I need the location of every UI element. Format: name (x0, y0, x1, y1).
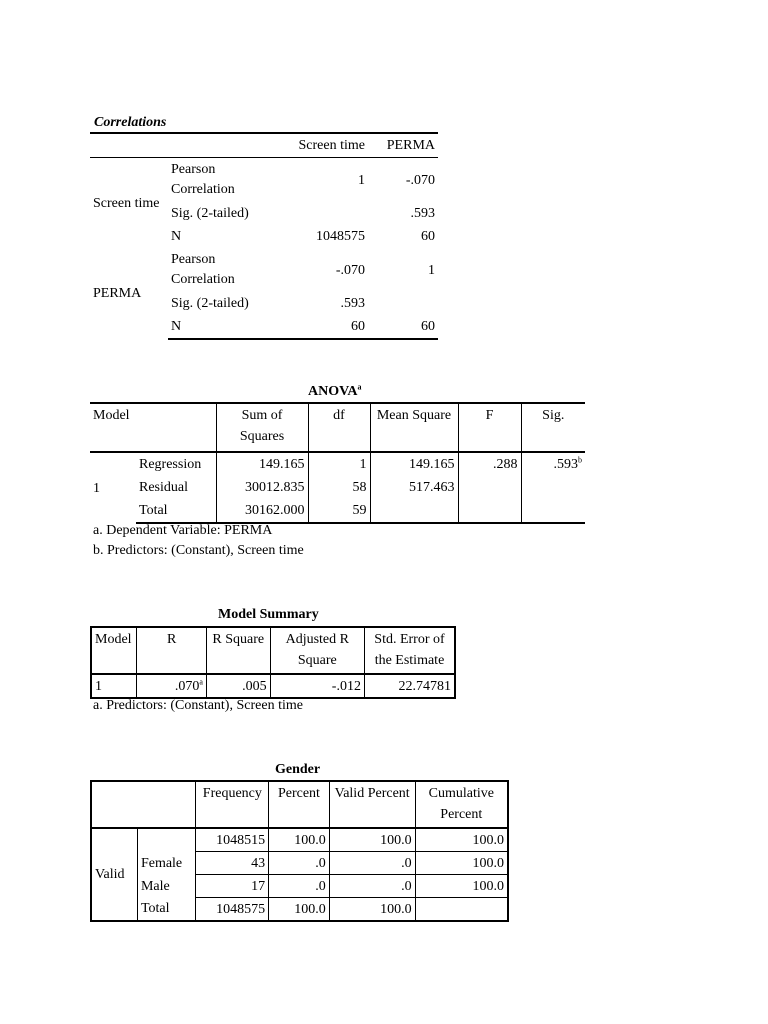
col-header-r: R (137, 627, 206, 674)
correlations-table (90, 132, 438, 340)
table-cell: 22.74781 (364, 674, 455, 698)
table-row (90, 499, 585, 523)
table-cell: .0 (329, 852, 415, 875)
model-summary-title: Model Summary (218, 607, 319, 622)
table-cell: .0 (269, 852, 330, 875)
col-header-mean-square: Mean Square (370, 403, 458, 452)
gender-header-row (91, 781, 508, 828)
table-row (90, 452, 585, 476)
anova-table (90, 402, 585, 524)
table-cell (370, 499, 458, 523)
table-row (91, 898, 508, 922)
anova-title-text: ANOVA (308, 384, 358, 399)
model-summary-header-row (91, 627, 455, 674)
table-row (90, 248, 438, 292)
table-cell: 59 (308, 499, 370, 523)
table-cell (415, 898, 508, 922)
footnote-a: a. Predictors: (Constant), Screen time (93, 698, 303, 713)
table-cell: 149.165 (370, 452, 458, 476)
col-header-cumulative-percent: Cumulative Percent (415, 781, 508, 828)
table-cell: 30162.000 (216, 499, 308, 523)
col-header-frequency: Frequency (196, 781, 269, 828)
correlations-header-row (90, 133, 438, 158)
table-cell: 100.0 (329, 898, 415, 922)
table-cell (521, 476, 585, 499)
table-cell: 1 (358, 172, 365, 188)
table-cell: 100.0 (269, 828, 330, 852)
table-cell: 60 (278, 315, 368, 339)
col-header-model: Model (91, 627, 137, 674)
gender-table (90, 780, 509, 922)
table-cell: .593 (410, 206, 435, 221)
table-cell: 1048575 (196, 898, 269, 922)
table-cell: 100.0 (415, 828, 508, 852)
table-cell: 100.0 (415, 875, 508, 898)
col-header-sum-of-squares: Sum of Squares (216, 403, 308, 452)
table-cell (521, 452, 585, 476)
row-label: Total (136, 499, 216, 523)
table-cell: 100.0 (269, 898, 330, 922)
table-row (90, 158, 438, 203)
table-cell: 100.0 (415, 852, 508, 875)
col-header-valid-percent: Valid Percent (329, 781, 415, 828)
stat-label: Sig. (2-tailed) (171, 206, 249, 221)
footnote-marker: b (578, 455, 582, 465)
row-label: Female (137, 852, 196, 875)
col-header-std-error: Std. Error of the Estimate (364, 627, 455, 674)
footnote-a: a. Dependent Variable: PERMA (93, 523, 273, 538)
row-label (137, 828, 196, 852)
table-cell: 30012.835 (216, 476, 308, 499)
table-cell: 1 (91, 674, 137, 698)
table-cell: .593 (340, 296, 365, 311)
table-cell: .0 (329, 875, 415, 898)
header-blank (91, 781, 196, 828)
table-cell (521, 499, 585, 523)
stat-label: N (171, 229, 182, 244)
row-label: Male (137, 875, 196, 898)
col-header-screen-time: Screen time (278, 133, 368, 158)
table-cell: 1048575 (316, 229, 365, 244)
table-cell: 60 (368, 315, 438, 339)
stat-label: Pearson Correlation (171, 162, 235, 197)
group-label-perma: PERMA (93, 286, 142, 301)
table-cell: 1048515 (196, 828, 269, 852)
table-row (91, 674, 455, 698)
table-cell: 60 (421, 229, 435, 244)
table-cell (137, 674, 206, 698)
col-header-adjusted-r-square: Adjusted R Square (270, 627, 364, 674)
table-cell: -.070 (405, 172, 435, 188)
table-cell (368, 292, 438, 315)
gender-title: Gender (275, 762, 321, 777)
footnote-marker: a (357, 382, 362, 392)
table-cell: .005 (206, 674, 270, 698)
col-header-r-square: R Square (206, 627, 270, 674)
row-label: Total (137, 898, 196, 922)
table-cell: -.070 (335, 262, 365, 278)
row-label: Regression (139, 457, 202, 472)
anova-header-row (90, 403, 585, 452)
table-cell (278, 202, 368, 225)
table-cell: 1 (428, 262, 435, 278)
model-summary-table (90, 626, 456, 699)
footnote-marker: a (199, 676, 203, 686)
model-number: 1 (93, 480, 100, 496)
stat-label: Pearson Correlation (171, 252, 235, 287)
table-row (91, 828, 508, 852)
sig-value: .593 (553, 457, 578, 472)
table-cell: -.012 (270, 674, 364, 698)
group-label-screen-time: Screen time (93, 195, 160, 211)
table-cell: 1 (308, 452, 370, 476)
col-header-f: F (458, 403, 521, 452)
table-row (90, 476, 585, 499)
table-cell (458, 499, 521, 523)
stat-label: Sig. (2-tailed) (171, 296, 249, 311)
group-label-valid: Valid (91, 828, 137, 921)
table-cell: 149.165 (216, 452, 308, 476)
table-row (91, 875, 508, 898)
correlations-title: Correlations (94, 115, 167, 130)
col-header-percent: Percent (269, 781, 330, 828)
table-cell: 17 (196, 875, 269, 898)
row-label: Residual (139, 480, 188, 495)
table-cell (458, 476, 521, 499)
col-header-sig: Sig. (521, 403, 585, 452)
col-header-model: Model (90, 403, 216, 452)
table-cell: 58 (308, 476, 370, 499)
table-cell: .0 (269, 875, 330, 898)
r-value: .070 (174, 678, 200, 694)
col-header-perma: PERMA (368, 133, 438, 158)
table-cell: 100.0 (329, 828, 415, 852)
stat-label: N (168, 315, 278, 339)
table-cell: 517.463 (370, 476, 458, 499)
table-cell: 43 (196, 852, 269, 875)
table-row (91, 852, 508, 875)
footnote-b: b. Predictors: (Constant), Screen time (93, 543, 304, 558)
table-cell: .288 (458, 452, 521, 476)
col-header-df: df (308, 403, 370, 452)
anova-title (308, 384, 362, 400)
